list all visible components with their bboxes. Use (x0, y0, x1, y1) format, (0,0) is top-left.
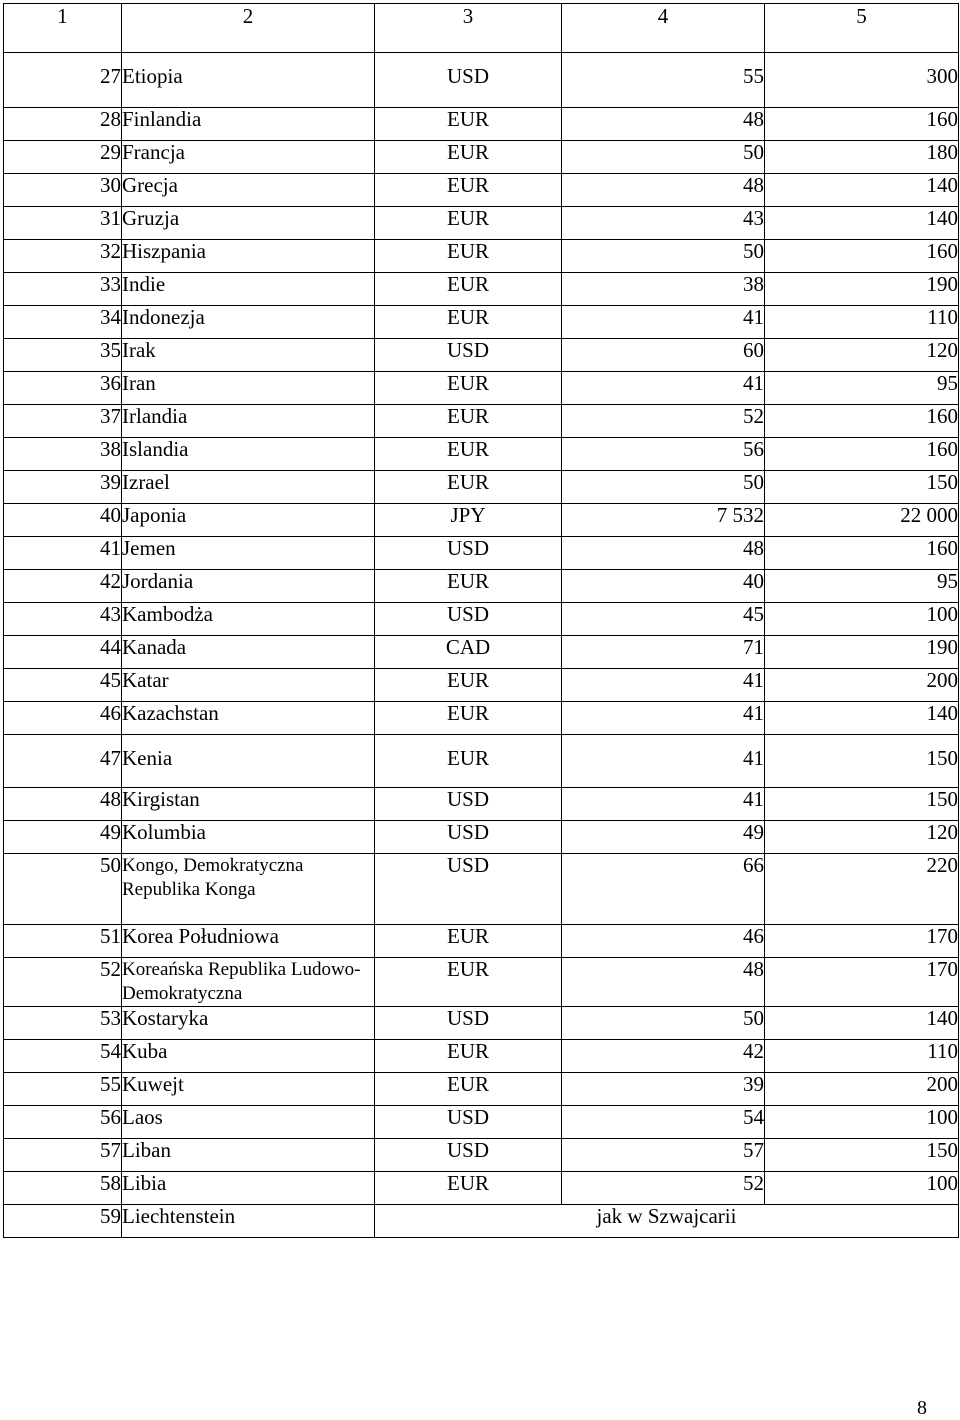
currency: CAD (375, 636, 562, 669)
hotel-limit: 140 (765, 1007, 959, 1040)
row-number: 35 (4, 339, 122, 372)
hotel-limit: 95 (765, 372, 959, 405)
hotel-limit: 200 (765, 1073, 959, 1106)
country-name: Korea Południowa (122, 925, 375, 958)
diet-amount: 50 (562, 471, 765, 504)
diet-amount: 41 (562, 372, 765, 405)
currency: EUR (375, 570, 562, 603)
row-number: 51 (4, 925, 122, 958)
country-name: Kuba (122, 1040, 375, 1073)
currency: EUR (375, 273, 562, 306)
country-name: Kongo, Demokratyczna Republika Konga (122, 854, 375, 925)
country-name: Gruzja (122, 207, 375, 240)
table-row (4, 504, 959, 537)
table-row (4, 1172, 959, 1205)
table-row (4, 53, 959, 108)
row-number: 55 (4, 1073, 122, 1106)
header-row (4, 4, 959, 53)
row-number: 43 (4, 603, 122, 636)
hotel-limit: 100 (765, 603, 959, 636)
country-name: Kanada (122, 636, 375, 669)
country-name: Indie (122, 273, 375, 306)
currency: EUR (375, 438, 562, 471)
country-name: Kostaryka (122, 1007, 375, 1040)
hotel-limit: 170 (765, 958, 959, 1007)
country-name: Kambodża (122, 603, 375, 636)
row-number: 42 (4, 570, 122, 603)
diet-amount: 41 (562, 669, 765, 702)
hotel-limit: 140 (765, 207, 959, 240)
diet-amount: 48 (562, 537, 765, 570)
hotel-limit: 100 (765, 1106, 959, 1139)
table-row (4, 603, 959, 636)
table-row (4, 207, 959, 240)
currency: EUR (375, 702, 562, 735)
country-name: Laos (122, 1106, 375, 1139)
table-row (4, 735, 959, 788)
hotel-limit: 160 (765, 405, 959, 438)
hotel-limit: 160 (765, 108, 959, 141)
table-row (4, 1007, 959, 1040)
table-row (4, 174, 959, 207)
row-number: 33 (4, 273, 122, 306)
country-name: Kolumbia (122, 821, 375, 854)
row-number: 37 (4, 405, 122, 438)
currency: USD (375, 1139, 562, 1172)
currency: USD (375, 1007, 562, 1040)
currency: USD (375, 1106, 562, 1139)
row-number: 27 (4, 53, 122, 108)
row-number: 59 (4, 1205, 122, 1238)
diet-amount: 45 (562, 603, 765, 636)
row-number: 40 (4, 504, 122, 537)
rates-table (3, 3, 959, 1238)
row-number: 58 (4, 1172, 122, 1205)
hotel-limit: 110 (765, 306, 959, 339)
table-row (4, 925, 959, 958)
row-number: 49 (4, 821, 122, 854)
hotel-limit: 140 (765, 702, 959, 735)
country-name: Liechtenstein (122, 1205, 375, 1238)
hotel-limit: 170 (765, 925, 959, 958)
hotel-limit: 140 (765, 174, 959, 207)
currency: EUR (375, 1040, 562, 1073)
hotel-limit: 150 (765, 1139, 959, 1172)
country-name: Indonezja (122, 306, 375, 339)
diet-amount: 50 (562, 240, 765, 273)
country-name: Islandia (122, 438, 375, 471)
country-name: Etiopia (122, 53, 375, 108)
table-row (4, 702, 959, 735)
diet-amount: 71 (562, 636, 765, 669)
row-number: 38 (4, 438, 122, 471)
hotel-limit: 120 (765, 821, 959, 854)
row-number: 29 (4, 141, 122, 174)
country-name: Kazachstan (122, 702, 375, 735)
diet-amount: 38 (562, 273, 765, 306)
country-name: Kirgistan (122, 788, 375, 821)
table-row (4, 240, 959, 273)
hotel-limit: 200 (765, 669, 959, 702)
table-row (4, 141, 959, 174)
currency: EUR (375, 1172, 562, 1205)
country-name: Izrael (122, 471, 375, 504)
diet-amount: 50 (562, 1007, 765, 1040)
hotel-limit: 220 (765, 854, 959, 925)
country-name: Kuwejt (122, 1073, 375, 1106)
diet-amount: 41 (562, 735, 765, 788)
currency: EUR (375, 372, 562, 405)
currency: USD (375, 603, 562, 636)
table-row (4, 854, 959, 925)
currency: EUR (375, 925, 562, 958)
hotel-limit: 150 (765, 471, 959, 504)
hotel-limit: 100 (765, 1172, 959, 1205)
table-row (4, 1040, 959, 1073)
hotel-limit: 120 (765, 339, 959, 372)
hotel-limit: 160 (765, 537, 959, 570)
table-row (4, 438, 959, 471)
table-row (4, 471, 959, 504)
diet-amount: 46 (562, 925, 765, 958)
country-name: Irak (122, 339, 375, 372)
country-name: Libia (122, 1172, 375, 1205)
row-number: 30 (4, 174, 122, 207)
row-number: 48 (4, 788, 122, 821)
row-number: 54 (4, 1040, 122, 1073)
currency: EUR (375, 174, 562, 207)
row-number: 50 (4, 854, 122, 925)
row-number: 31 (4, 207, 122, 240)
country-name: Iran (122, 372, 375, 405)
table-row (4, 821, 959, 854)
diet-amount: 48 (562, 174, 765, 207)
table-row (4, 1205, 959, 1238)
country-name: Liban (122, 1139, 375, 1172)
diet-amount: 7 532 (562, 504, 765, 537)
table-row (4, 636, 959, 669)
row-number: 56 (4, 1106, 122, 1139)
diet-amount: 56 (562, 438, 765, 471)
currency: USD (375, 537, 562, 570)
diet-amount: 52 (562, 1172, 765, 1205)
header-col-3: 3 (375, 4, 562, 53)
diet-amount: 41 (562, 702, 765, 735)
currency: USD (375, 821, 562, 854)
hotel-limit: 190 (765, 273, 959, 306)
diet-amount: 49 (562, 821, 765, 854)
currency: EUR (375, 108, 562, 141)
row-number: 32 (4, 240, 122, 273)
diet-amount: 50 (562, 141, 765, 174)
row-number: 34 (4, 306, 122, 339)
diet-amount: 48 (562, 958, 765, 1007)
country-name: Katar (122, 669, 375, 702)
currency: USD (375, 788, 562, 821)
table-row (4, 273, 959, 306)
currency: EUR (375, 306, 562, 339)
diet-amount: 66 (562, 854, 765, 925)
hotel-limit: 180 (765, 141, 959, 174)
currency: EUR (375, 958, 562, 1007)
header-col-1: 1 (4, 4, 122, 53)
row-number: 46 (4, 702, 122, 735)
diet-amount: 40 (562, 570, 765, 603)
table-row (4, 405, 959, 438)
currency: EUR (375, 405, 562, 438)
hotel-limit: 160 (765, 240, 959, 273)
diet-amount: 41 (562, 788, 765, 821)
table-row (4, 372, 959, 405)
hotel-limit: 300 (765, 53, 959, 108)
table-row (4, 788, 959, 821)
currency: EUR (375, 471, 562, 504)
header-col-4: 4 (562, 4, 765, 53)
country-name: Finlandia (122, 108, 375, 141)
row-number: 57 (4, 1139, 122, 1172)
hotel-limit: 190 (765, 636, 959, 669)
hotel-limit: 22 000 (765, 504, 959, 537)
row-number: 44 (4, 636, 122, 669)
hotel-limit: 110 (765, 1040, 959, 1073)
diet-amount: 43 (562, 207, 765, 240)
country-name: Hiszpania (122, 240, 375, 273)
header-col-2: 2 (122, 4, 375, 53)
country-name: Francja (122, 141, 375, 174)
diet-amount: 52 (562, 405, 765, 438)
rate-note: jak w Szwajcarii (375, 1205, 959, 1238)
currency: EUR (375, 735, 562, 788)
row-number: 45 (4, 669, 122, 702)
currency: EUR (375, 141, 562, 174)
table-row (4, 958, 959, 1007)
table-row (4, 108, 959, 141)
hotel-limit: 95 (765, 570, 959, 603)
hotel-limit: 150 (765, 788, 959, 821)
diet-amount: 60 (562, 339, 765, 372)
diet-amount: 55 (562, 53, 765, 108)
row-number: 39 (4, 471, 122, 504)
page-number: 8 (917, 1397, 927, 1419)
currency: USD (375, 854, 562, 925)
diet-amount: 54 (562, 1106, 765, 1139)
currency: EUR (375, 240, 562, 273)
row-number: 47 (4, 735, 122, 788)
hotel-limit: 150 (765, 735, 959, 788)
currency: EUR (375, 1073, 562, 1106)
diet-amount: 39 (562, 1073, 765, 1106)
table-row (4, 1106, 959, 1139)
country-name: Jemen (122, 537, 375, 570)
currency: JPY (375, 504, 562, 537)
table-row (4, 1073, 959, 1106)
diet-amount: 48 (562, 108, 765, 141)
table-row (4, 537, 959, 570)
row-number: 41 (4, 537, 122, 570)
table-row (4, 1139, 959, 1172)
header-col-5: 5 (765, 4, 959, 53)
currency: EUR (375, 207, 562, 240)
row-number: 52 (4, 958, 122, 1007)
row-number: 36 (4, 372, 122, 405)
country-name: Kenia (122, 735, 375, 788)
country-name: Jordania (122, 570, 375, 603)
row-number: 28 (4, 108, 122, 141)
currency: USD (375, 53, 562, 108)
currency: USD (375, 339, 562, 372)
diet-amount: 41 (562, 306, 765, 339)
row-number: 53 (4, 1007, 122, 1040)
diet-amount: 57 (562, 1139, 765, 1172)
table-row (4, 570, 959, 603)
country-name: Irlandia (122, 405, 375, 438)
hotel-limit: 160 (765, 438, 959, 471)
table-row (4, 669, 959, 702)
diet-amount: 42 (562, 1040, 765, 1073)
country-name: Koreańska Republika Ludowo-Demokratyczna (122, 958, 375, 1007)
currency: EUR (375, 669, 562, 702)
table-row (4, 339, 959, 372)
table-row (4, 306, 959, 339)
country-name: Japonia (122, 504, 375, 537)
country-name: Grecja (122, 174, 375, 207)
